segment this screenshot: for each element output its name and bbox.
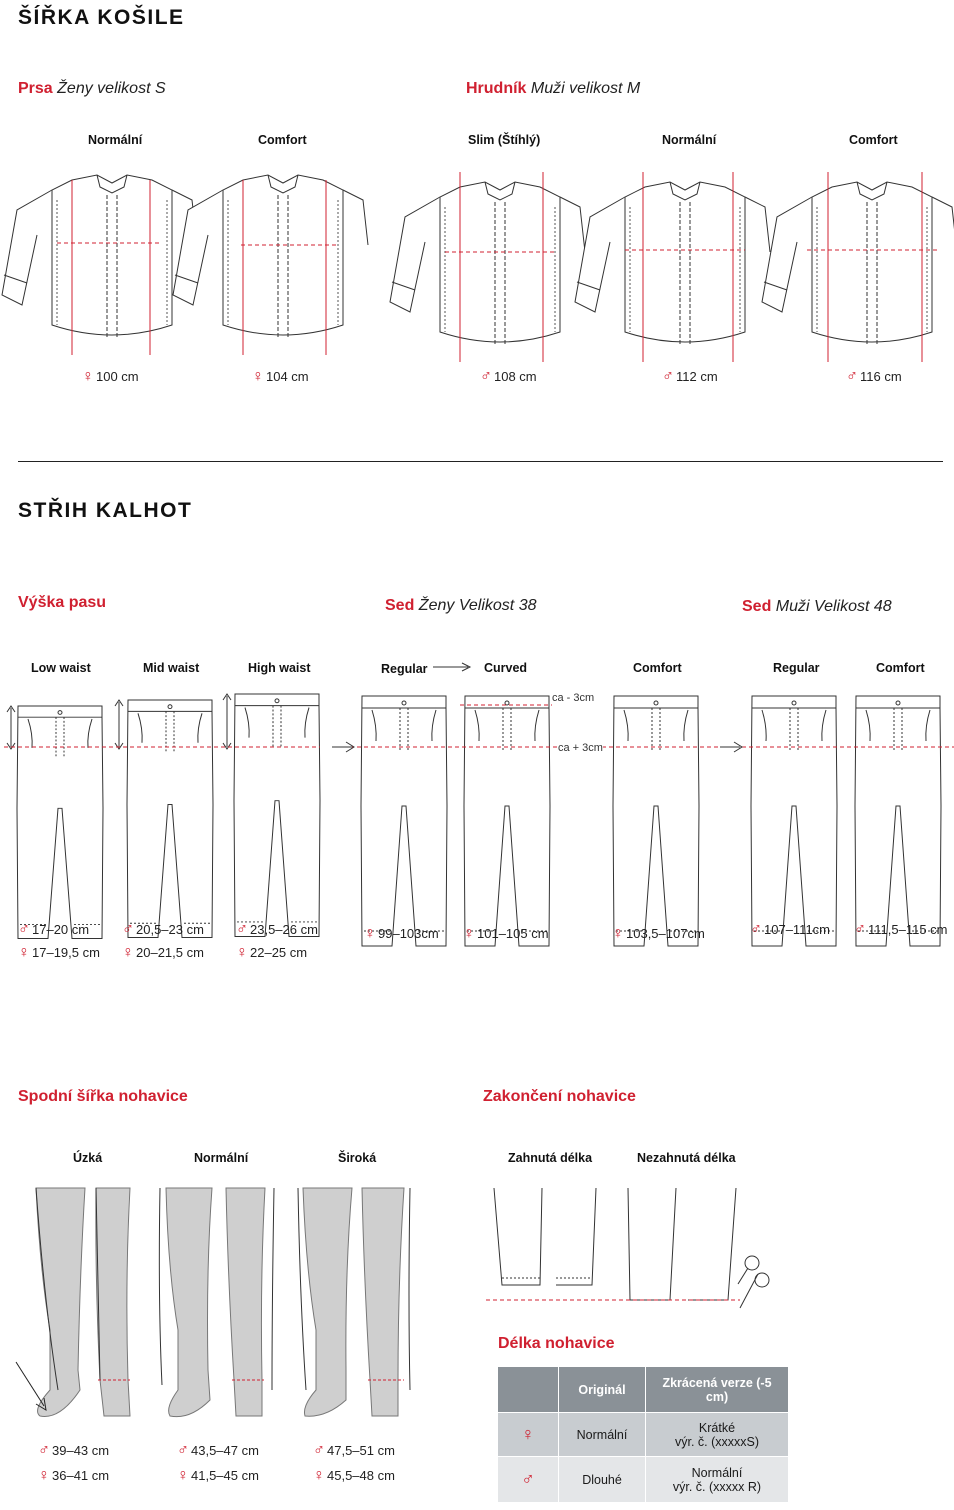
scissors-icon	[738, 1256, 769, 1308]
shirt-label-slim-men: Slim (Štíhlý)	[468, 133, 541, 147]
hem-men-2-value: 47,5–51 cm	[327, 1443, 395, 1458]
waist-heading: Výška pasu	[18, 594, 107, 611]
length-table	[497, 1366, 789, 1503]
seat-women-0-value: 99–103cm	[378, 926, 439, 941]
length-row-0-short-line1: Krátké	[698, 1420, 736, 1435]
male-icon: ♂	[846, 368, 858, 385]
shirt-measure-2-value: 108 cm	[494, 369, 537, 384]
waist-men-0	[18, 921, 89, 939]
length-col-shortened: Zkrácená verze (-5 cm)	[646, 1367, 789, 1413]
seat-women-1	[463, 925, 549, 943]
pants-label-comfort-women: Comfort	[633, 661, 682, 675]
women-seat-rest: Ženy Velikost 38	[418, 597, 537, 614]
annotation-plus: ca + 3cm	[558, 742, 603, 754]
shirt-measure-3	[662, 368, 718, 386]
length-row-1-original: Dlouhé	[559, 1457, 646, 1503]
shirt-label-normal-men: Normální	[662, 133, 717, 147]
finish-heading: Zakončení nohavice	[483, 1088, 636, 1105]
female-icon: ♀	[252, 368, 264, 385]
waist-men-2	[236, 921, 318, 939]
waist-men-0-value: 17–20 cm	[32, 922, 90, 937]
seat-women-1-value: 101–105 cm	[477, 926, 549, 941]
hem-women-2-value: 45,5–48 cm	[327, 1468, 395, 1483]
pants-label-regular-men: Regular	[773, 661, 820, 675]
female-icon: ♀	[18, 944, 30, 961]
seat-men-0-value: 107–111cm	[764, 922, 831, 937]
finish-label-unhemmed: Nezahnutá délka	[637, 1151, 736, 1165]
female-icon: ♀	[82, 368, 94, 385]
seat-men-0	[750, 921, 830, 939]
length-row-0-original: Normální	[559, 1413, 646, 1457]
female-icon: ♀	[498, 1413, 559, 1457]
female-icon: ♀	[364, 925, 376, 942]
shirt-illustrations	[0, 0, 954, 380]
seat-women-2-value: 103,5–107cm	[626, 926, 705, 941]
male-icon: ♂	[122, 921, 134, 938]
waist-women-2	[236, 944, 307, 962]
men-seat-rest: Muži Velikost 48	[775, 598, 892, 615]
hem-women-2	[313, 1467, 395, 1485]
shirt-measure-0	[82, 368, 139, 386]
pants-label-comfort-men: Comfort	[876, 661, 925, 675]
shirt-section-title: ŠÍŘKA KOŠILE	[18, 6, 185, 29]
annotation-minus: ca - 3cm	[552, 692, 595, 704]
men-seat-bold: Sed	[742, 598, 772, 615]
male-icon: ♂	[38, 1442, 50, 1459]
female-icon: ♀	[38, 1467, 50, 1484]
male-icon: ♂	[313, 1442, 325, 1459]
hem-men-1-value: 43,5–47 cm	[191, 1443, 259, 1458]
length-row-1-short	[646, 1457, 789, 1503]
length-table-corner	[498, 1367, 559, 1413]
women-seat-bold: Sed	[385, 597, 415, 614]
length-row-1-short-line1: Normální	[691, 1465, 743, 1480]
pants-label-low-waist: Low waist	[31, 661, 91, 675]
seat-women-0	[364, 925, 439, 943]
shirt-measure-2	[480, 368, 537, 386]
pants-label-curved: Curved	[484, 661, 528, 675]
seat-women-2	[612, 925, 705, 943]
waist-men-1	[122, 921, 204, 939]
male-icon: ♂	[177, 1442, 189, 1459]
male-icon: ♂	[18, 921, 30, 938]
length-row-0-short	[646, 1413, 789, 1457]
length-row-1-short-line2: výr. č. (xxxxx R)	[672, 1479, 762, 1494]
shirt-measure-1	[252, 368, 309, 386]
finish-label-hemmed: Zahnutá délka	[508, 1151, 593, 1165]
pants-label-mid-waist: Mid waist	[143, 661, 200, 675]
waist-men-2-value: 23,5–26 cm	[250, 922, 318, 937]
female-icon: ♀	[122, 944, 134, 961]
male-icon: ♂	[854, 921, 866, 938]
hem-men-2	[313, 1442, 395, 1460]
men-heading-rest: Muži velikost M	[530, 80, 641, 97]
waist-women-0-value: 17–19,5 cm	[32, 945, 100, 960]
waist-women-0	[18, 944, 100, 962]
hem-women-0-value: 36–41 cm	[52, 1468, 110, 1483]
shirt-measure-1-value: 104 cm	[266, 369, 309, 384]
waist-women-2-value: 22–25 cm	[250, 945, 308, 960]
male-icon: ♂	[662, 368, 674, 385]
hem-label-wide: Široká	[338, 1151, 377, 1165]
female-icon: ♀	[612, 925, 624, 942]
shirt-measure-3-value: 112 cm	[676, 369, 718, 384]
men-heading-bold: Hrudník	[466, 80, 527, 97]
hem-men-0	[38, 1442, 109, 1460]
table-row	[498, 1413, 789, 1457]
hem-label-narrow: Úzká	[73, 1151, 103, 1165]
hem-illustrations	[0, 1180, 954, 1440]
male-icon: ♂	[236, 921, 248, 938]
shirt-measure-4-value: 116 cm	[860, 369, 902, 384]
pants-section-title: STŘIH KALHOT	[18, 499, 193, 522]
seat-men-1-value: 111,5–115 cm	[868, 922, 948, 937]
female-icon: ♀	[177, 1467, 189, 1484]
pants-label-high-waist: High waist	[248, 661, 311, 675]
length-heading: Délka nohavice	[498, 1335, 615, 1352]
pants-illustrations	[0, 650, 954, 910]
length-row-0-short-line2: výr. č. (xxxxxS)	[674, 1434, 760, 1449]
hem-men-0-value: 39–43 cm	[52, 1443, 110, 1458]
women-heading-rest: Ženy velikost S	[57, 80, 166, 97]
female-icon: ♀	[463, 925, 475, 942]
shirt-measure-4	[846, 368, 902, 386]
hem-heading: Spodní šířka nohavice	[18, 1088, 188, 1105]
hem-women-0	[38, 1467, 109, 1485]
shirt-label-comfort-women: Comfort	[258, 133, 307, 147]
waist-women-1-value: 20–21,5 cm	[136, 945, 204, 960]
hem-men-1	[177, 1442, 259, 1460]
women-seat-heading	[385, 597, 536, 615]
shirt-label-normal-women: Normální	[88, 133, 143, 147]
hem-label-normal: Normální	[194, 1151, 249, 1165]
shirt-measure-0-value: 100 cm	[96, 369, 139, 384]
female-icon: ♀	[236, 944, 248, 961]
waist-men-1-value: 20,5–23 cm	[136, 922, 204, 937]
male-icon: ♂	[480, 368, 492, 385]
hem-women-1-value: 41,5–45 cm	[191, 1468, 259, 1483]
male-icon: ♂	[498, 1457, 559, 1503]
male-icon: ♂	[750, 921, 762, 938]
hem-women-1	[177, 1467, 259, 1485]
length-col-original: Originál	[559, 1367, 646, 1413]
table-row	[498, 1457, 789, 1503]
pants-label-regular-women: Regular	[381, 662, 428, 676]
shirt-label-comfort-men: Comfort	[849, 133, 898, 147]
section-divider	[18, 461, 943, 462]
waist-women-1	[122, 944, 204, 962]
female-icon: ♀	[313, 1467, 325, 1484]
women-heading-bold: Prsa	[18, 80, 53, 97]
seat-men-1	[854, 921, 948, 939]
men-seat-heading	[742, 598, 892, 616]
